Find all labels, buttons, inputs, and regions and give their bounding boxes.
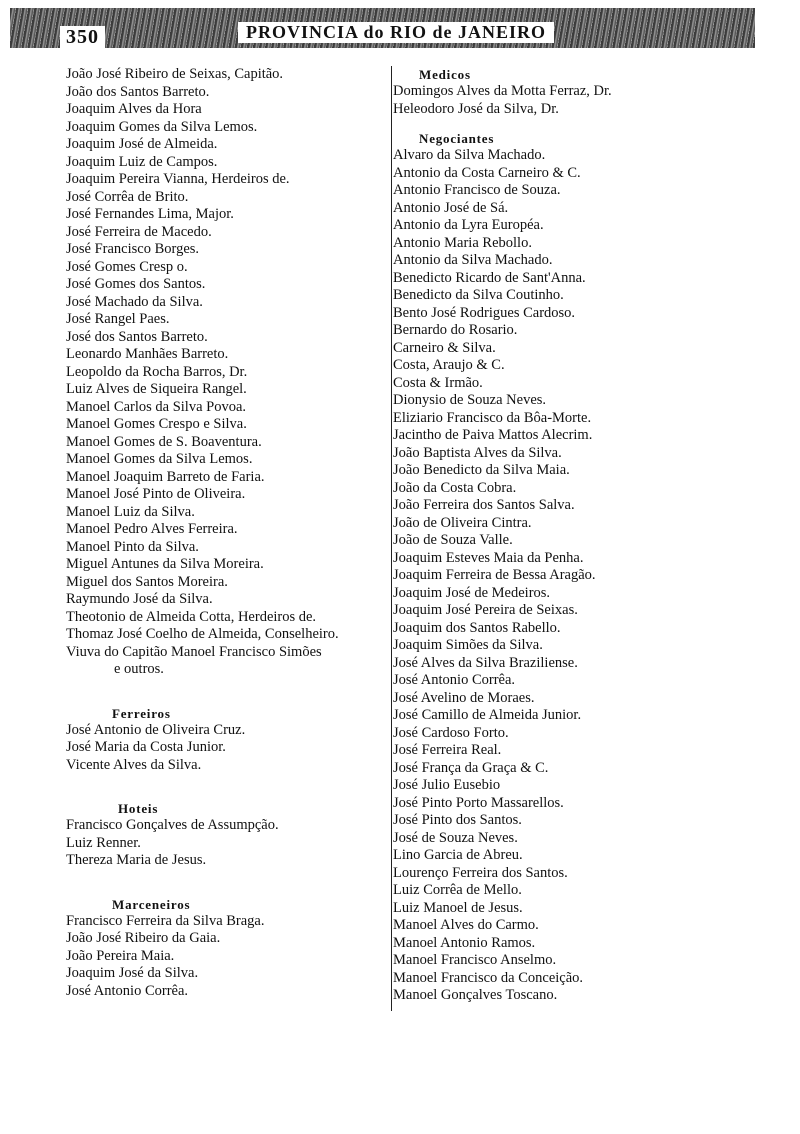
list-entry: José Fernandes Lima, Major.	[66, 206, 234, 222]
section-heading-medicos: Medicos	[419, 67, 471, 82]
list-entry: José Machado da Silva.	[66, 293, 203, 310]
list-entry: Manoel Pinto da Silva.	[66, 538, 199, 555]
list-entry: Lino Garcia de Abreu.	[393, 847, 523, 863]
list-entry: Costa, Araujo & C.	[393, 357, 505, 373]
list-entry: João Ferreira dos Santos Salva.	[393, 497, 575, 513]
list-entry: José Corrêa de Brito.	[66, 188, 189, 205]
list-entry: Manoel Joaquim Barreto de Faria.	[66, 468, 265, 485]
list-entry: José Ferreira Real.	[393, 742, 502, 758]
list-entry: José Maria da Costa Junior.	[66, 739, 226, 755]
column-divider	[391, 66, 392, 1011]
list-entry: José de Souza Neves.	[393, 829, 518, 846]
list-entry: Jacintho de Paiva Mattos Alecrim.	[393, 427, 593, 443]
list-entry: Joaquim Ferreira de Bessa Aragão.	[393, 567, 596, 583]
list-entry: Joaquim Pereira Vianna, Herdeiros de.	[66, 171, 290, 187]
list-entry: Eliziario Francisco da Bôa-Morte.	[393, 409, 592, 426]
list-entry: Luiz Manoel de Jesus.	[393, 899, 523, 916]
list-entry: José Gomes dos Santos.	[66, 276, 206, 292]
list-entry: José Antonio Corrêa.	[393, 672, 516, 688]
list-entry: Manoel Francisco da Conceição.	[393, 969, 584, 986]
list-entry: José Gomes Cresp o.	[66, 258, 188, 275]
left-entries-list	[66, 66, 386, 661]
list-entry: Antonio da Silva Machado.	[393, 252, 553, 268]
list-entry: João da Costa Cobra.	[393, 479, 517, 496]
list-entry: Joaquim Luiz de Campos.	[66, 153, 218, 170]
list-entry: Joaquim José da Silva.	[66, 965, 199, 981]
list-entry: Dionysio de Souza Neves.	[393, 392, 547, 408]
list-entry: Alvaro da Silva Machado.	[393, 147, 546, 163]
list-entry: Francisco Gonçalves de Assumpção.	[66, 817, 279, 833]
list-entry: Bernardo do Rosario.	[393, 322, 518, 338]
list-entry: Manoel Pedro Alves Ferreira.	[66, 521, 238, 537]
list-entry: José Francisco Borges.	[66, 241, 200, 257]
list-entry: José Rangel Paes.	[66, 311, 170, 327]
list-entry: Miguel Antunes da Silva Moreira.	[66, 556, 264, 572]
list-entry: Manoel Gomes Crespo e Silva.	[66, 416, 247, 432]
list-entry: Vicente Alves da Silva.	[66, 756, 202, 773]
marceneiros-list	[66, 913, 386, 1001]
list-entry: Manoel Gonçalves Toscano.	[393, 987, 558, 1003]
list-entry: Manoel Gomes da Silva Lemos.	[66, 451, 253, 467]
list-entry: José Pinto Porto Massarellos.	[393, 794, 564, 811]
list-entry: José Antonio Corrêa.	[66, 982, 189, 999]
list-entry: Manoel Luiz da Silva.	[66, 503, 195, 520]
left-column	[66, 66, 386, 1000]
list-entry: Bento José Rodrigues Cardoso.	[393, 304, 576, 321]
list-entry: Manoel José Pinto de Oliveira.	[66, 486, 246, 502]
list-entry: Joaquim José de Medeiros.	[393, 584, 551, 601]
list-entry: João de Oliveira Cintra.	[393, 514, 532, 531]
list-entry: José Alves da Silva Braziliense.	[393, 654, 578, 671]
list-entry: Joaquim José de Almeida.	[66, 136, 218, 152]
list-entry: João Pereira Maia.	[66, 947, 175, 964]
list-entry: José Julio Eusebio	[393, 777, 501, 793]
list-entry: Antonio da Lyra Européa.	[393, 217, 544, 233]
list-entry: Costa & Irmão.	[393, 374, 483, 391]
list-entry: Francisco Ferreira da Silva Braga.	[66, 912, 265, 929]
section-heading-ferreiros: Ferreiros	[112, 705, 171, 721]
list-entry: Leopoldo da Rocha Barros, Dr.	[66, 363, 248, 380]
list-entry: João dos Santos Barreto.	[66, 83, 210, 100]
list-entry: João Benedicto da Silva Maia.	[393, 462, 570, 478]
ferreiros-list	[66, 722, 386, 775]
list-entry: Benedicto da Silva Coutinho.	[393, 287, 564, 303]
list-entry: Miguel dos Santos Moreira.	[66, 573, 228, 590]
list-entry: Viuva do Capitão Manoel Francisco Simões	[66, 643, 322, 660]
list-entry: Domingos Alves da Motta Ferraz, Dr.	[393, 83, 612, 99]
medicos-list	[393, 83, 688, 118]
page-number: 350	[60, 26, 105, 49]
list-entry: Theotonio de Almeida Cotta, Herdeiros de.	[66, 608, 317, 625]
list-entry: José Antonio de Oliveira Cruz.	[66, 721, 246, 738]
list-entry: Antonio José de Sá.	[393, 199, 509, 216]
list-entry: João José Ribeiro da Gaia.	[66, 930, 221, 946]
list-entry: Carneiro & Silva.	[393, 339, 496, 356]
list-entry: Joaquim José Pereira de Seixas.	[393, 602, 578, 618]
list-entry: Antonio Francisco de Souza.	[393, 182, 561, 198]
list-entry: Leonardo Manhães Barreto.	[66, 346, 229, 362]
section-heading-hoteis: Hoteis	[118, 801, 159, 816]
list-entry: Luiz Alves de Siqueira Rangel.	[66, 381, 247, 397]
section-heading-negociantes: Negociantes	[419, 131, 495, 146]
right-column	[393, 66, 688, 1005]
list-entry: Manoel Francisco Anselmo.	[393, 952, 557, 968]
list-entry: Manoel Antonio Ramos.	[393, 934, 536, 951]
list-entry: João de Souza Valle.	[393, 532, 513, 548]
continuation-line: e outros.	[114, 661, 164, 677]
list-entry: Thereza Maria de Jesus.	[66, 852, 207, 868]
list-entry: Lourenço Ferreira dos Santos.	[393, 864, 568, 881]
list-entry: Joaquim Gomes da Silva Lemos.	[66, 118, 258, 135]
list-entry: Antonio da Costa Carneiro & C.	[393, 164, 581, 181]
list-entry: Luiz Corrêa de Mello.	[393, 882, 522, 898]
list-entry: João José Ribeiro de Seixas, Capitão.	[66, 66, 284, 82]
list-entry: Joaquim Simões da Silva.	[393, 637, 543, 653]
list-entry: José dos Santos Barreto.	[66, 328, 208, 345]
list-entry: Joaquim Alves da Hora	[66, 101, 202, 117]
list-entry: Thomaz José Coelho de Almeida, Conselheiro.	[66, 626, 339, 642]
list-entry: José Ferreira de Macedo.	[66, 223, 212, 240]
list-entry: José Avelino de Moraes.	[393, 689, 535, 706]
list-entry: Raymundo José da Silva.	[66, 591, 213, 607]
list-entry: Manoel Carlos da Silva Povoa.	[66, 398, 247, 415]
list-entry: João Baptista Alves da Silva.	[393, 444, 562, 461]
list-entry: Joaquim dos Santos Rabello.	[393, 619, 561, 636]
list-entry: José Pinto dos Santos.	[393, 812, 522, 828]
list-entry: José Camillo de Almeida Junior.	[393, 707, 582, 723]
section-heading-marceneiros: Marceneiros	[112, 896, 191, 912]
list-entry: Heleodoro José da Silva, Dr.	[393, 100, 559, 117]
list-entry: Luiz Renner.	[66, 834, 141, 851]
list-entry: Joaquim Esteves Maia da Penha.	[393, 549, 584, 566]
list-entry: José Cardoso Forto.	[393, 724, 509, 741]
negociantes-list	[393, 147, 688, 1005]
hoteis-list	[66, 817, 386, 870]
list-entry: José França da Graça & C.	[393, 759, 549, 776]
list-entry: Manoel Alves do Carmo.	[393, 917, 539, 933]
list-entry: Antonio Maria Rebollo.	[393, 234, 532, 251]
running-title: PROVINCIA do RIO de JANEIRO	[238, 22, 554, 43]
list-entry: Manoel Gomes de S. Boaventura.	[66, 433, 262, 450]
list-entry: Benedicto Ricardo de Sant'Anna.	[393, 269, 586, 286]
